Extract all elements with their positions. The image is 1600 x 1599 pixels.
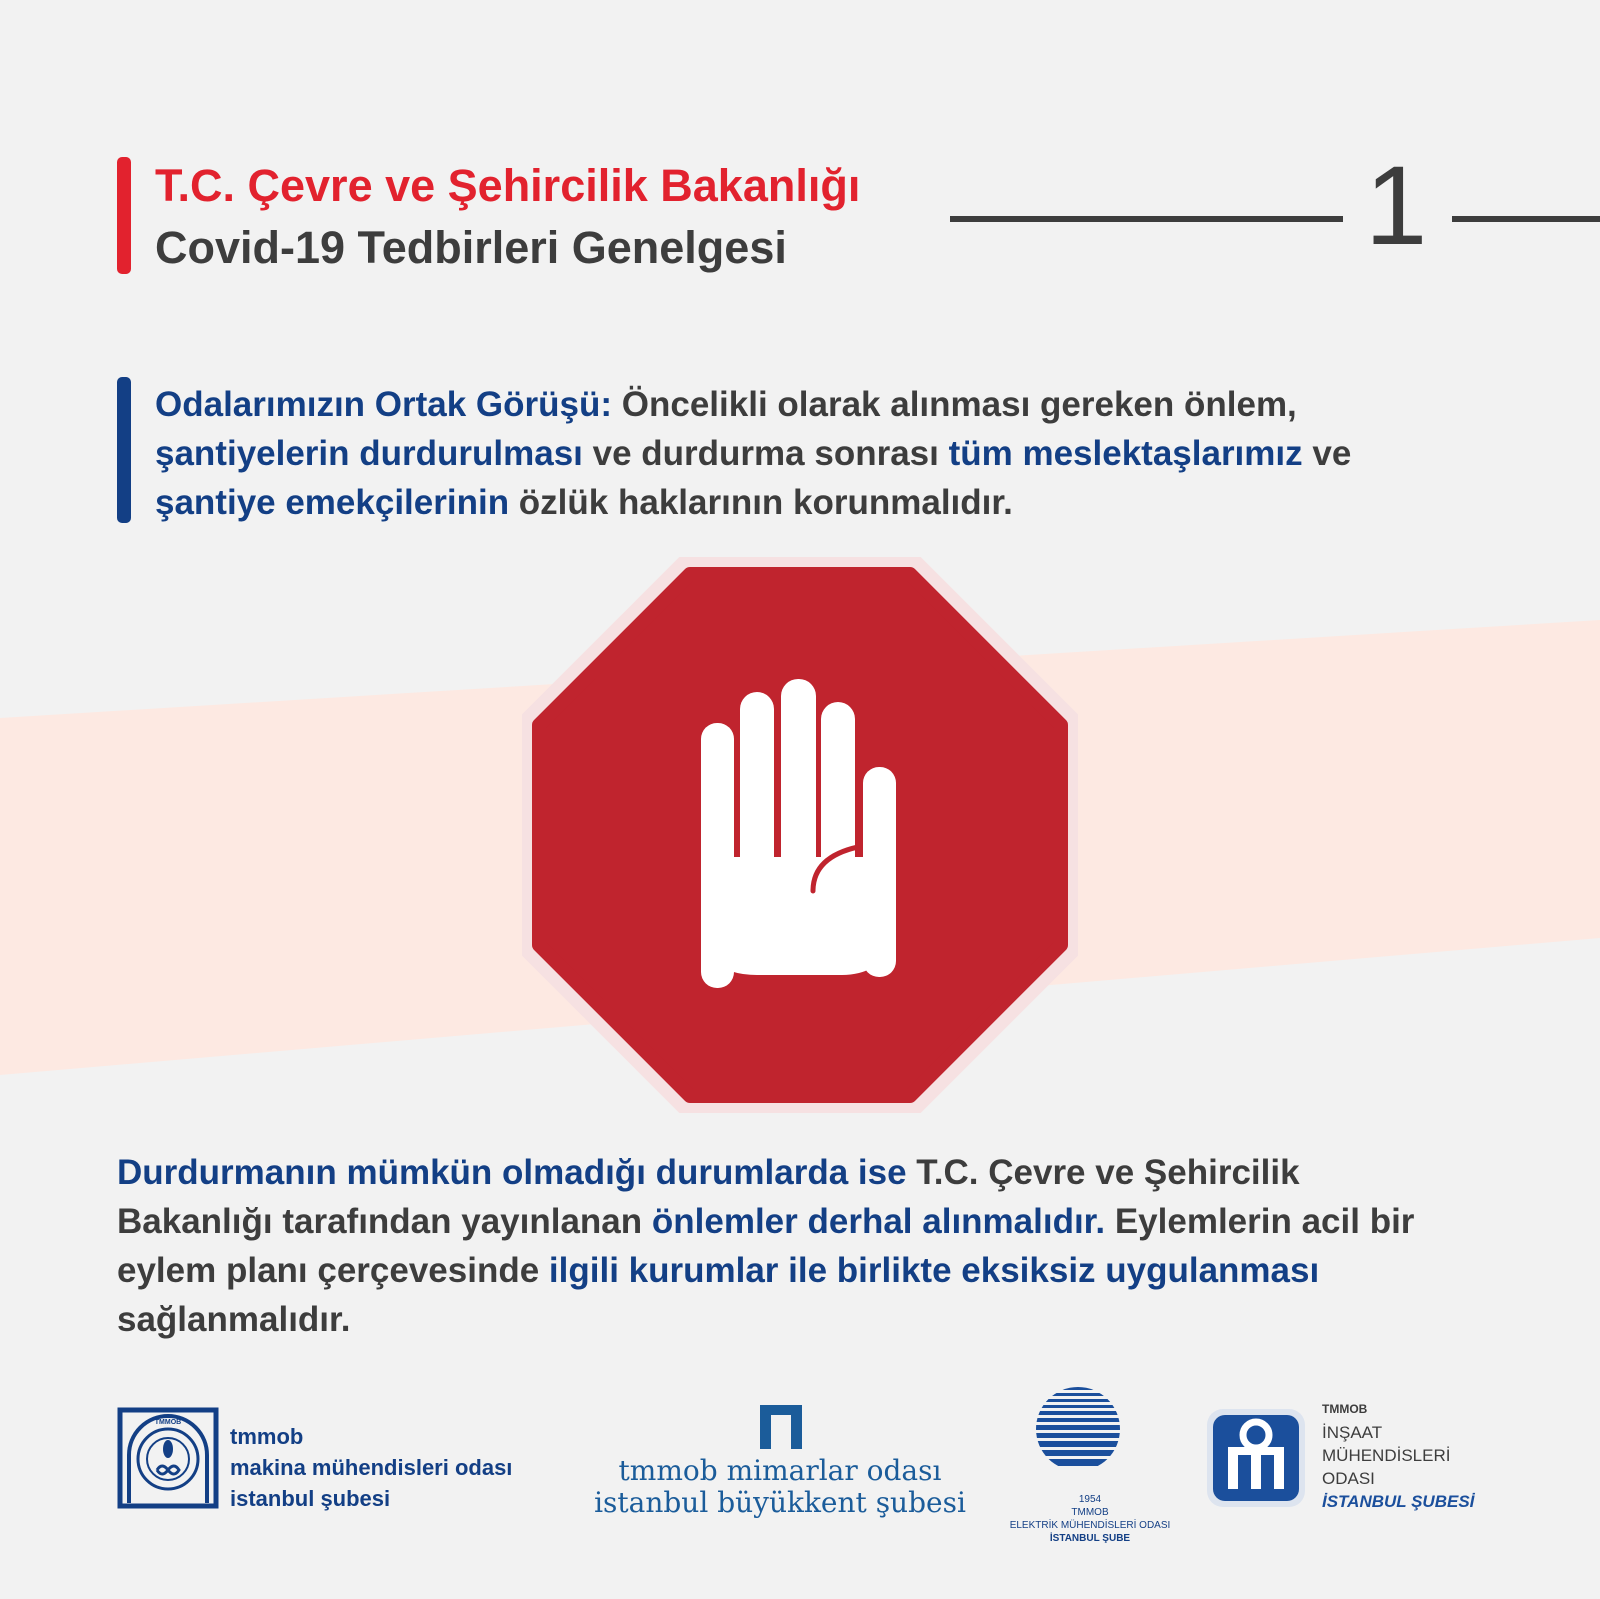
measures-highlight: önlemler derhal alınmalıdır. xyxy=(651,1202,1106,1241)
header-divider-left xyxy=(950,216,1343,222)
imo-line1: TMMOB xyxy=(1322,1402,1368,1416)
measures-paragraph xyxy=(117,1148,1437,1344)
header-divider-right xyxy=(1452,216,1600,222)
opinion-paragraph xyxy=(155,380,1455,527)
measures-text: sağlanmalıdır. xyxy=(117,1300,351,1339)
svg-text:TMMOB: TMMOB xyxy=(154,1419,182,1426)
imo-line5: İSTANBUL ŞUBESİ xyxy=(1322,1492,1475,1511)
opinion-text: Öncelikli olarak alınması gereken önlem, xyxy=(612,385,1297,424)
imo-name xyxy=(1322,1398,1474,1513)
imo-line2: İNŞAAT xyxy=(1322,1423,1383,1442)
mmo-line1: tmmob xyxy=(230,1424,304,1449)
imo-line4: ODASI xyxy=(1322,1469,1375,1488)
page-title: T.C. Çevre ve Şehircilik Bakanlığı xyxy=(155,160,861,211)
emo-line1: TMMOB xyxy=(1071,1507,1109,1518)
opinion-highlight: tüm meslektaşlarımız xyxy=(948,434,1303,473)
mmo-name xyxy=(230,1421,512,1514)
mmo-logo xyxy=(117,1407,219,1509)
emo-logo xyxy=(1033,1385,1123,1477)
opinion-text: ve durdurma sonrası xyxy=(582,434,949,473)
mmo-line3: istanbul şubesi xyxy=(230,1486,391,1511)
opinion-lead: Odalarımızın Ortak Görüşü: xyxy=(155,385,613,424)
page-subtitle: Covid-19 Tedbirleri Genelgesi xyxy=(155,222,787,273)
mmo-line2: makina mühendisleri odası xyxy=(230,1455,513,1480)
stop-sign xyxy=(522,557,1078,1113)
emo-line2: ELEKTRİK MÜHENDİSLERİ ODASI xyxy=(1009,1520,1171,1531)
measures-text: T.C. Çevre ve Şehircilik Bakanlığı tarafından yayınlanan xyxy=(117,1153,1300,1241)
opinion-highlight: şantiye emekçilerinin xyxy=(155,483,510,522)
mimarlar-logo xyxy=(756,1401,806,1451)
mimarlar-line1: tmmob mimarlar odası xyxy=(618,1454,942,1487)
measures-highlight: ilgili kurumlar ile birlikte eksiksiz uygulanması xyxy=(548,1251,1320,1290)
opinion-highlight: şantiyelerin durdurulması xyxy=(155,434,583,473)
title-accent-bar xyxy=(117,157,131,274)
measures-text: Eylemlerin acil bir eylem planı çerçevesinde xyxy=(117,1202,1415,1290)
opinion-text: ve xyxy=(1302,434,1352,473)
mimarlar-line2: istanbul büyükkent şubesi xyxy=(594,1486,966,1519)
imo-logo xyxy=(1205,1407,1307,1509)
mimarlar-name xyxy=(585,1455,975,1519)
imo-line3: MÜHENDİSLERİ xyxy=(1322,1446,1451,1465)
opinion-text: özlük haklarının korunmalıdır. xyxy=(509,483,1013,522)
opinion-accent-bar xyxy=(117,377,131,523)
measures-lead: Durdurmanın mümkün olmadığı durumlarda ise xyxy=(117,1153,907,1192)
emo-line3: İSTANBUL ŞUBE xyxy=(1049,1533,1131,1544)
emo-name xyxy=(990,1493,1190,1545)
page-number: 1 xyxy=(1365,143,1428,268)
emo-year: 1954 xyxy=(1078,1494,1102,1505)
